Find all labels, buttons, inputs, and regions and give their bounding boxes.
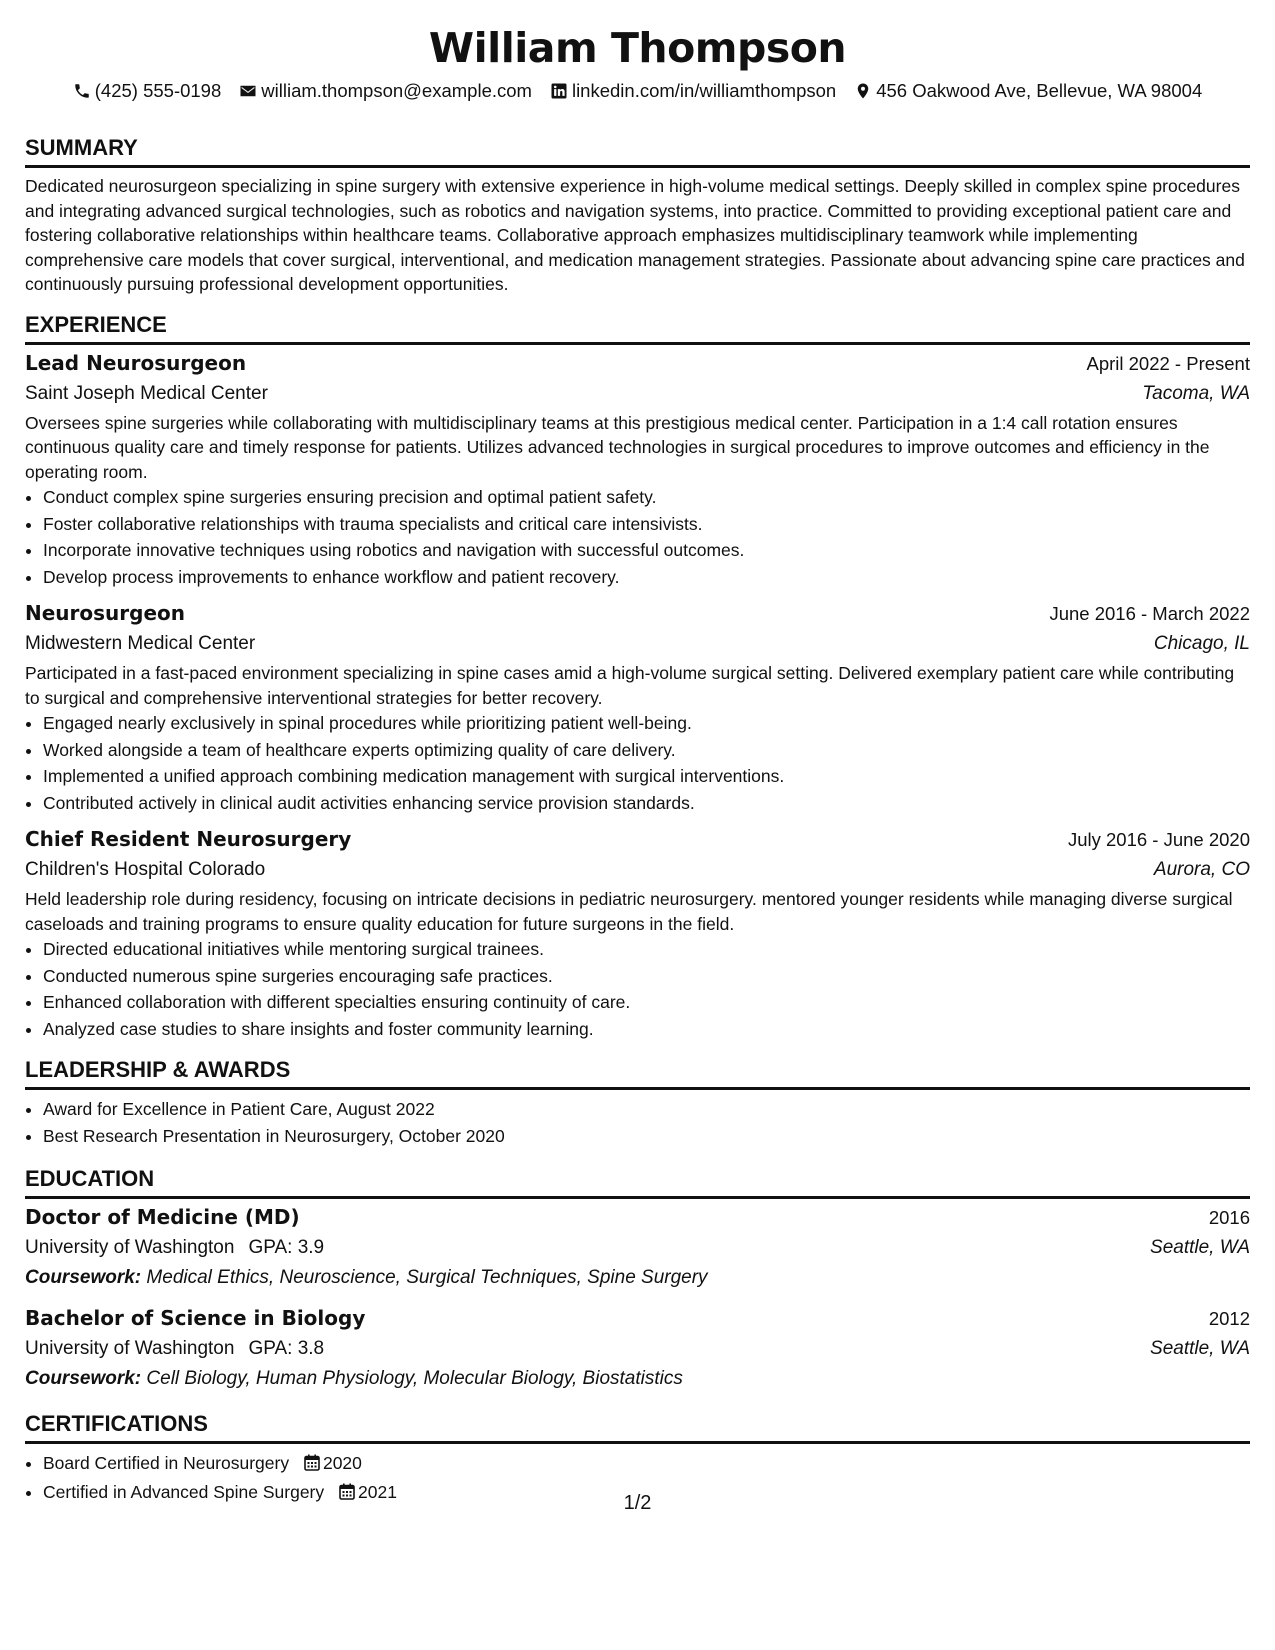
coursework-list: Cell Biology, Human Physiology, Molecular Biology, Biostatistics: [146, 1368, 683, 1389]
job-bullets: [25, 484, 1250, 590]
address-text: 456 Oakwood Ave, Bellevue, WA 98004: [876, 80, 1203, 101]
job-location: Aurora, CO: [1153, 859, 1250, 880]
coursework-label: Coursework:: [25, 1368, 142, 1389]
section-title-certifications: CERTIFICATIONS: [25, 1410, 1250, 1444]
job-organization: Children's Hospital Colorado: [25, 859, 266, 880]
coursework-label: Coursework:: [25, 1267, 142, 1288]
list-item: • Best Research Presentation in Neurosurgery, October 2020: [43, 1123, 1250, 1150]
summary-text: Dedicated neurosurgeon specializing in spine surgery with extensive experience in high-volume medical settings. Deeply skilled in complex spine procedures and integrating advanced surgical technologies, such as robotics and navigation systems, into practice. Committed to providing exceptional patient care and fostering collaborative relationships within healthcare teams. Collaborative approach emphasizes multidisciplinary teamwork while implementing comprehensive care models that cover surgical, interventional, and medication management strategies. Passionate about advancing spine care practices and continuously pursuing professional development opportunities.: [25, 176, 1245, 294]
job-description: Held leadership role during residency, focusing on intricate decisions in pediatric neurosurgery. mentored younger residents while managing diverse surgical caseloads and training programs to ensure quality education for future surgeons in the field.: [25, 889, 1233, 934]
linkedin-icon: [550, 82, 568, 100]
school-info: [25, 1334, 324, 1364]
school-location: Seattle, WA: [1150, 1237, 1250, 1258]
job-description: Participated in a fast-paced environment specializing in spine cases amid a high-volume surgical setting. Delivered exemplary patient care while contributing to surgical and comprehensive interventional strategies for better recovery.: [25, 663, 1235, 708]
job-dates: July 2016 - June 2020: [1067, 829, 1250, 850]
list-item: • Enhanced collaboration with different specialties ensuring continuity of care.: [43, 989, 1250, 1016]
school-info: [25, 1233, 324, 1263]
list-item: • Directed educational initiatives while mentoring surgical trainees.: [43, 936, 1250, 963]
certification-year: 2020: [322, 1453, 362, 1473]
job-entry: [25, 824, 1250, 1042]
education-entry: [25, 1202, 1250, 1293]
experience-section: [25, 311, 1250, 1043]
resume-page: [25, 0, 1250, 1507]
phone-text: (425) 555-0198: [94, 80, 222, 101]
coursework: [25, 1263, 1250, 1293]
contact-email[interactable]: [239, 78, 532, 104]
section-title-education: EDUCATION: [25, 1165, 1250, 1199]
list-item: • Incorporate innovative techniques using robotics and navigation with successful outcomes.: [43, 537, 1250, 564]
awards-list: [25, 1096, 1250, 1149]
coursework: [25, 1364, 1250, 1394]
graduation-year: 2012: [1208, 1308, 1250, 1329]
email-link[interactable]: william.thompson@example.com: [261, 80, 532, 101]
graduation-year: 2016: [1208, 1207, 1250, 1228]
certification-year: 2021: [358, 1481, 397, 1502]
school-name: University of Washington: [25, 1237, 235, 1258]
contact-phone: [73, 78, 222, 104]
list-item: • Engaged nearly exclusively in spinal procedures while prioritizing patient well-being.: [43, 710, 1250, 737]
coursework-list: Medical Ethics, Neuroscience, Surgical Techniques, Spine Surgery: [146, 1267, 708, 1288]
list-item: • Implemented a unified approach combining medication management with surgical interventions.: [43, 763, 1250, 790]
certification-name: Board Certified in Neurosurgery: [43, 1453, 290, 1473]
job-entry: [25, 598, 1250, 816]
list-item: • Conducted numerous spine surgeries encouraging safe practices.: [43, 963, 1250, 990]
list-item: • Foster collaborative relationships with trauma specialists and critical care intensivists.: [43, 511, 1250, 538]
linkedin-link[interactable]: linkedin.com/in/williamthompson: [571, 80, 837, 101]
contact-linkedin[interactable]: [550, 78, 836, 104]
education-entry: [25, 1303, 1250, 1394]
school-name: University of Washington: [25, 1338, 235, 1359]
page-number: 1/2: [623, 1492, 652, 1514]
degree-title: Doctor of Medicine (MD): [25, 1205, 300, 1229]
section-title-awards: LEADERSHIP & AWARDS: [25, 1056, 1250, 1090]
job-title: Lead Neurosurgeon: [25, 350, 247, 375]
gpa: GPA: 3.8: [248, 1338, 325, 1359]
list-item: [43, 1450, 1250, 1479]
job-location: Tacoma, WA: [1142, 382, 1250, 404]
section-title-summary: SUMMARY: [25, 134, 1250, 168]
job-title: Chief Resident Neurosurgery: [25, 827, 352, 851]
list-item: • Analyzed case studies to share insights and foster community learning.: [43, 1016, 1250, 1043]
job-title: Neurosurgeon: [25, 601, 186, 625]
job-organization: Midwestern Medical Center: [25, 633, 256, 654]
education-section: [25, 1165, 1250, 1394]
job-location: Chicago, IL: [1153, 633, 1250, 654]
job-organization: Saint Joseph Medical Center: [25, 382, 268, 404]
job-bullets: [25, 936, 1250, 1042]
awards-section: [25, 1056, 1250, 1149]
section-title-experience: EXPERIENCE: [25, 311, 1250, 345]
school-location: Seattle, WA: [1150, 1338, 1250, 1359]
degree-title: Bachelor of Science in Biology: [25, 1306, 366, 1330]
list-item: • Conduct complex spine surgeries ensuring precision and optimal patient safety.: [43, 484, 1250, 511]
job-description: Oversees spine surgeries while collaborating with multidisciplinary teams at this prestigious medical center. Participation in a 1:4 call rotation ensures continuous quality care and timely response for patients. Utilizes advanced technologies in surgical procedures to improve outcomes and efficiency in the operating room.: [25, 412, 1210, 482]
job-dates: April 2022 - Present: [1086, 352, 1250, 374]
envelope-icon: [239, 82, 257, 100]
candidate-name: William Thompson: [428, 24, 847, 72]
map-pin-icon: [854, 82, 872, 100]
job-bullets: [25, 710, 1250, 816]
list-item: • Award for Excellence in Patient Care, August 2022: [43, 1096, 1250, 1123]
gpa: GPA: 3.9: [248, 1237, 325, 1258]
phone-icon: [73, 82, 91, 100]
contact-bar: [25, 78, 1250, 104]
list-item: • Contributed actively in clinical audit activities enhancing service provision standards.: [43, 790, 1250, 817]
certification-name: Certified in Advanced Spine Surgery: [43, 1481, 325, 1502]
contact-address: [854, 78, 1202, 104]
summary-section: [25, 134, 1250, 297]
list-item: • Develop process improvements to enhance workflow and patient recovery.: [43, 564, 1250, 591]
calendar-icon: [304, 1452, 320, 1479]
job-dates: June 2016 - March 2022: [1049, 603, 1250, 624]
list-item: • Worked alongside a team of healthcare experts optimizing quality of care delivery.: [43, 737, 1250, 764]
job-entry: [25, 348, 1250, 591]
